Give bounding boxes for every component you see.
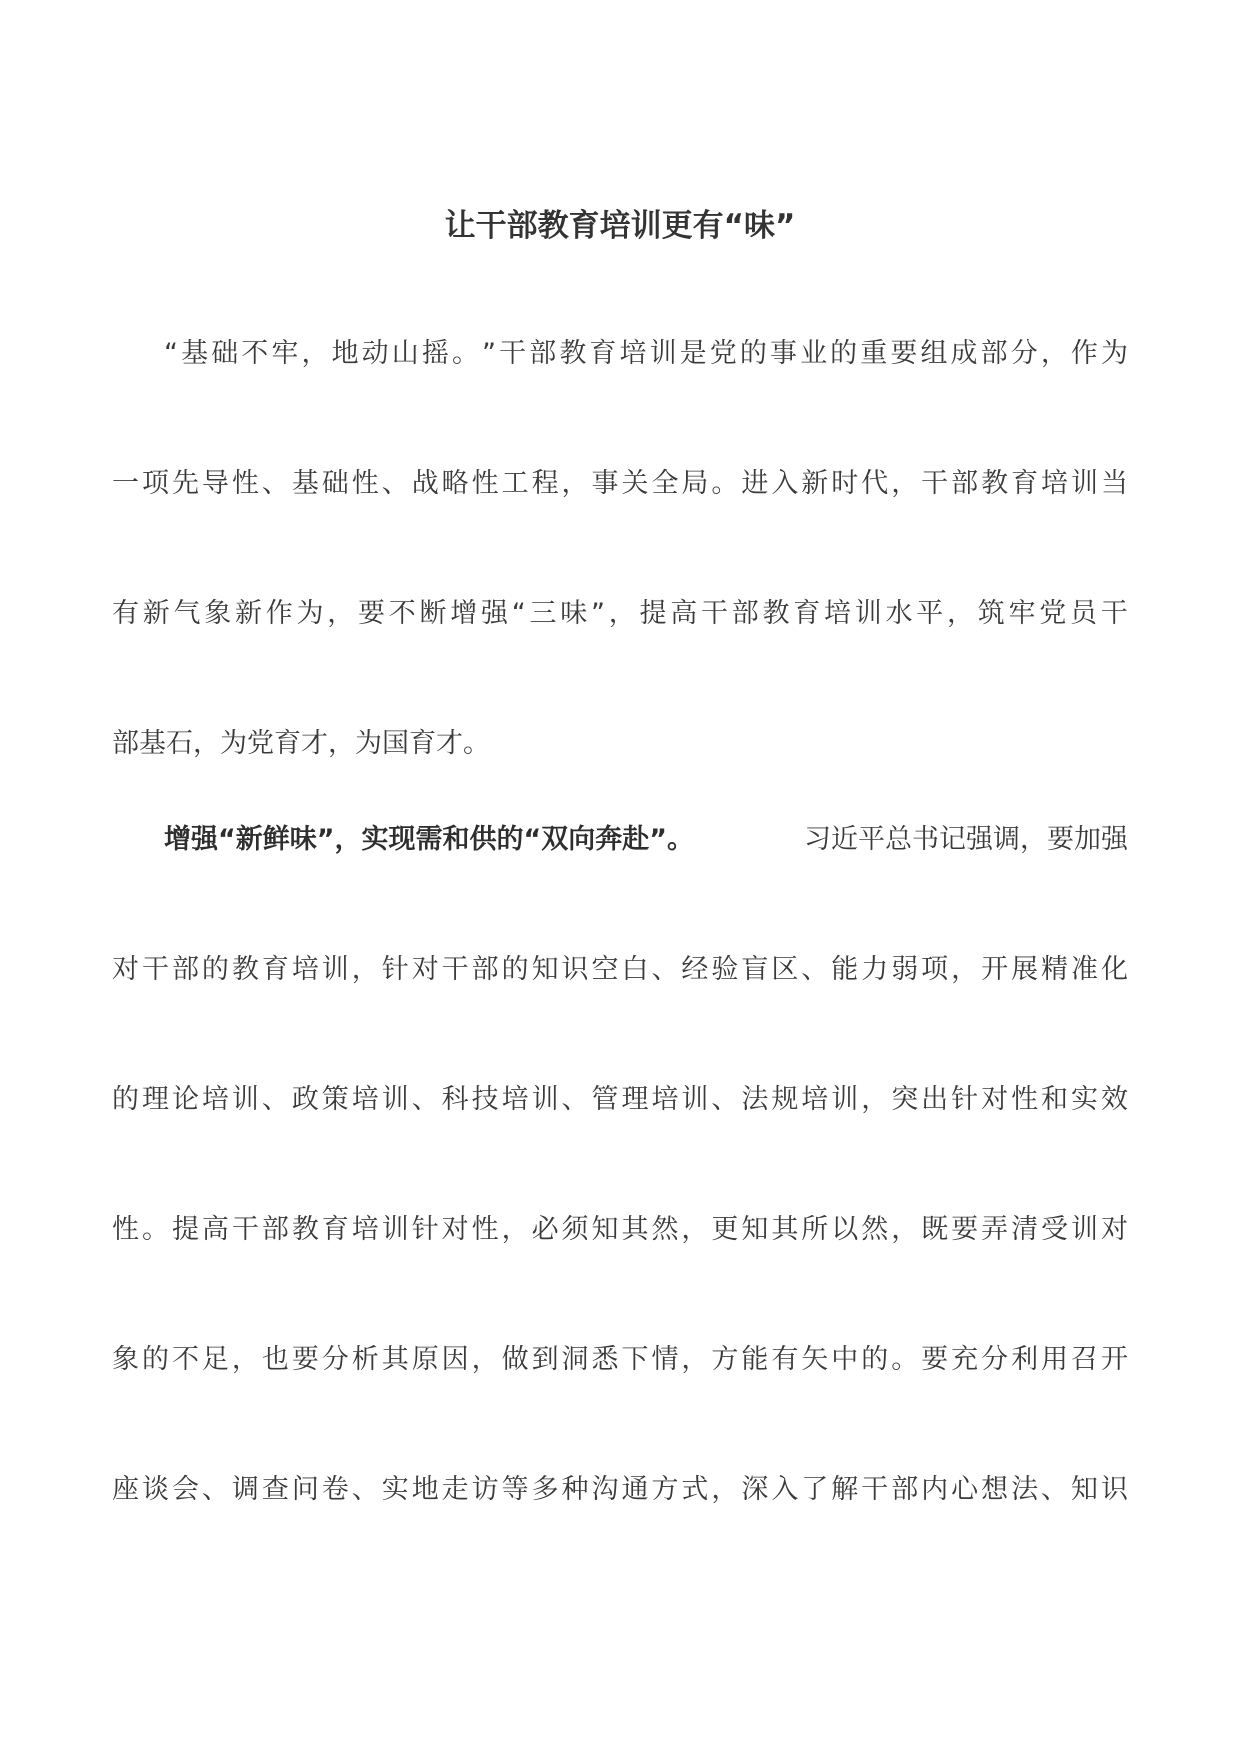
paragraph-2-line-3: 的 理 论 培 训 、 政 策 培 训 、 科 技 培 训 、 管 理 培 训 、 法 规 培 训 ， 突 出 针 对 性 和 实 效 <box>112 1084 1128 1115</box>
paragraph-2-line-5: 象 的 不 足 ， 也 要 分 析 其 原 因 ， 做 到 洞 悉 下 情 ， 方 能 有 矢 中 的 。 要 充 分 利 用 召 开 <box>112 1344 1128 1375</box>
paragraph-2-line-1-rest: 习近平总书记强调，要加强 <box>804 824 1128 855</box>
paragraph-2-line-4: 性 。 提 高 干 部 教 育 培 训 针 对 性 ， 必 须 知 其 然 ， 更 知 其 所 以 然 ， 既 要 弄 清 受 训 对 <box>112 1214 1128 1245</box>
paragraph-1-line-4: 部基石，为党育才，为国育才。 <box>112 728 490 759</box>
paragraph-1-line-2: 一 项 先 导 性 、 基 础 性 、 战 略 性 工 程 ， 事 关 全 局 。 进 入 新 时 代 ， 干 部 教 育 培 训 当 <box>112 468 1128 499</box>
paragraph-2-line-1 <box>164 818 1128 862</box>
paragraph-1-line-1: “ 基 础 不 牢 ， 地 动 山 摇 。 ” 干 部 教 育 培 训 是 党 的 事 业 的 重 要 组 成 部 分 ， 作 为 <box>164 338 1128 369</box>
paragraph-2-heading: 增强“新鲜味”，实现需和供的“双向奔赴”。 <box>164 824 694 855</box>
paragraph-1-line-3: 有 新 气 象 新 作 为 ， 要 不 断 增 强 “ 三 味 ” ， 提 高 干 部 教 育 培 训 水 平 ， 筑 牢 党 员 干 <box>112 598 1128 629</box>
paragraph-2-line-6: 座 谈 会 、 调 查 问 卷 、 实 地 走 访 等 多 种 沟 通 方 式 ， 深 入 了 解 干 部 内 心 想 法 、 知 识 <box>112 1474 1128 1505</box>
paragraph-2-line-2: 对 干 部 的 教 育 培 训 ， 针 对 干 部 的 知 识 空 白 、 经 验 盲 区 、 能 力 弱 项 ， 开 展 精 准 化 <box>112 954 1128 985</box>
document-title: 让干部教育培训更有“味” <box>444 208 796 244</box>
